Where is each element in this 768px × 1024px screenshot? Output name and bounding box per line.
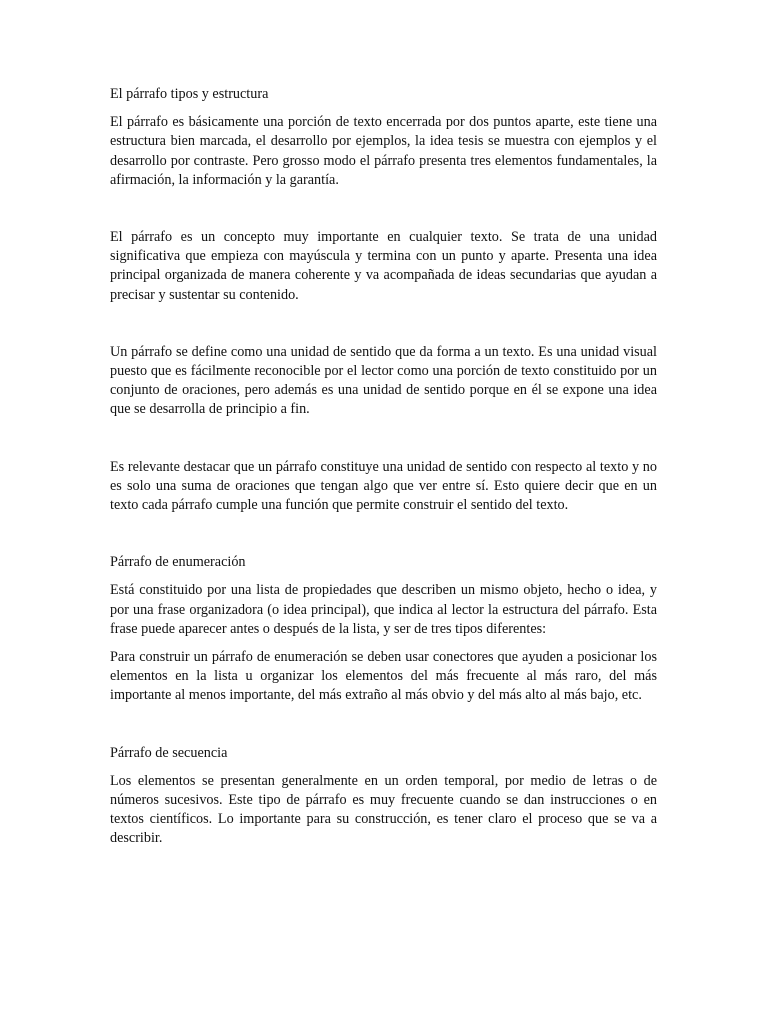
document-title: El párrafo tipos y estructura xyxy=(110,86,269,102)
paragraph-definition: Un párrafo se define como una unidad de sentido que da forma a un texto. Es una unidad visual puesto que es fácilmente reconocible por el lector como una porción de texto constituido por un conjunto de oraciones, pero además es una unidad de sentido porque en él se expone una idea que se desarrolla de principio a fin. xyxy=(110,343,657,418)
paragraph-secuencia-definition: Los elementos se presentan generalmente en un orden temporal, por medio de letras o de números sucesivos. Este tipo de párrafo es muy frecuente cuando se dan instrucciones o en textos científicos. Lo importante para su construcción, es tener claro el proceso que se va a describir. xyxy=(110,772,657,847)
spacer xyxy=(110,515,657,553)
paragraph-concept: El párrafo es un concepto muy importante en cualquier texto. Se trata de una unidad significativa que empieza con mayúscula y termina con un punto y aparte. Presenta una idea principal organizada de manera coherente y va acompañada de ideas secundarias que ayudan a precisar y sustentar su contenido. xyxy=(110,229,657,303)
spacer xyxy=(110,639,657,648)
paragraph-intro: El párrafo es básicamente una porción de texto encerrada por dos puntos aparte, este tiene una estructura bien marcada, el desarrollo por ejemplos, la idea tesis se muestra con ejemplos y el desarrollo por contraste. Pero grosso modo el párrafo presenta tres elementos fundamentales, la afirmación, la información y la garantía. xyxy=(110,114,657,188)
section-heading-enumeracion: Párrafo de enumeración xyxy=(110,554,246,571)
spacer xyxy=(110,190,657,228)
spacer xyxy=(110,420,657,458)
section-heading-secuencia: Párrafo de secuencia xyxy=(110,744,228,761)
paragraph-enumeracion-definition: Está constituido por una lista de propiedades que describen un mismo objeto, hecho o idea, y por una frase organizadora (o idea principal), que indica al lector la estructura del párrafo. Esta frase puede aparecer antes o después de la lista, y ser de tres tipos diferentes: xyxy=(110,582,657,637)
spacer xyxy=(110,706,657,744)
paragraph-enumeracion-construction: Para construir un párrafo de enumeración se deben usar conectores que ayuden a posicionar los elementos en la lista u organizar los elementos del más frecuente al más raro, del más importante al menos importante, del más extraño al más obvio y del más alto al más bajo, etc. xyxy=(110,649,657,704)
document-page xyxy=(110,85,657,849)
paragraph-relevance: Es relevante destacar que un párrafo constituye una unidad de sentido con respecto al texto y no es solo una suma de oraciones que tengan algo que ver entre sí. Esto quiere decir que en un texto cada párrafo cumple una función que permite construir el sentido del texto. xyxy=(110,458,657,514)
spacer xyxy=(110,305,657,343)
